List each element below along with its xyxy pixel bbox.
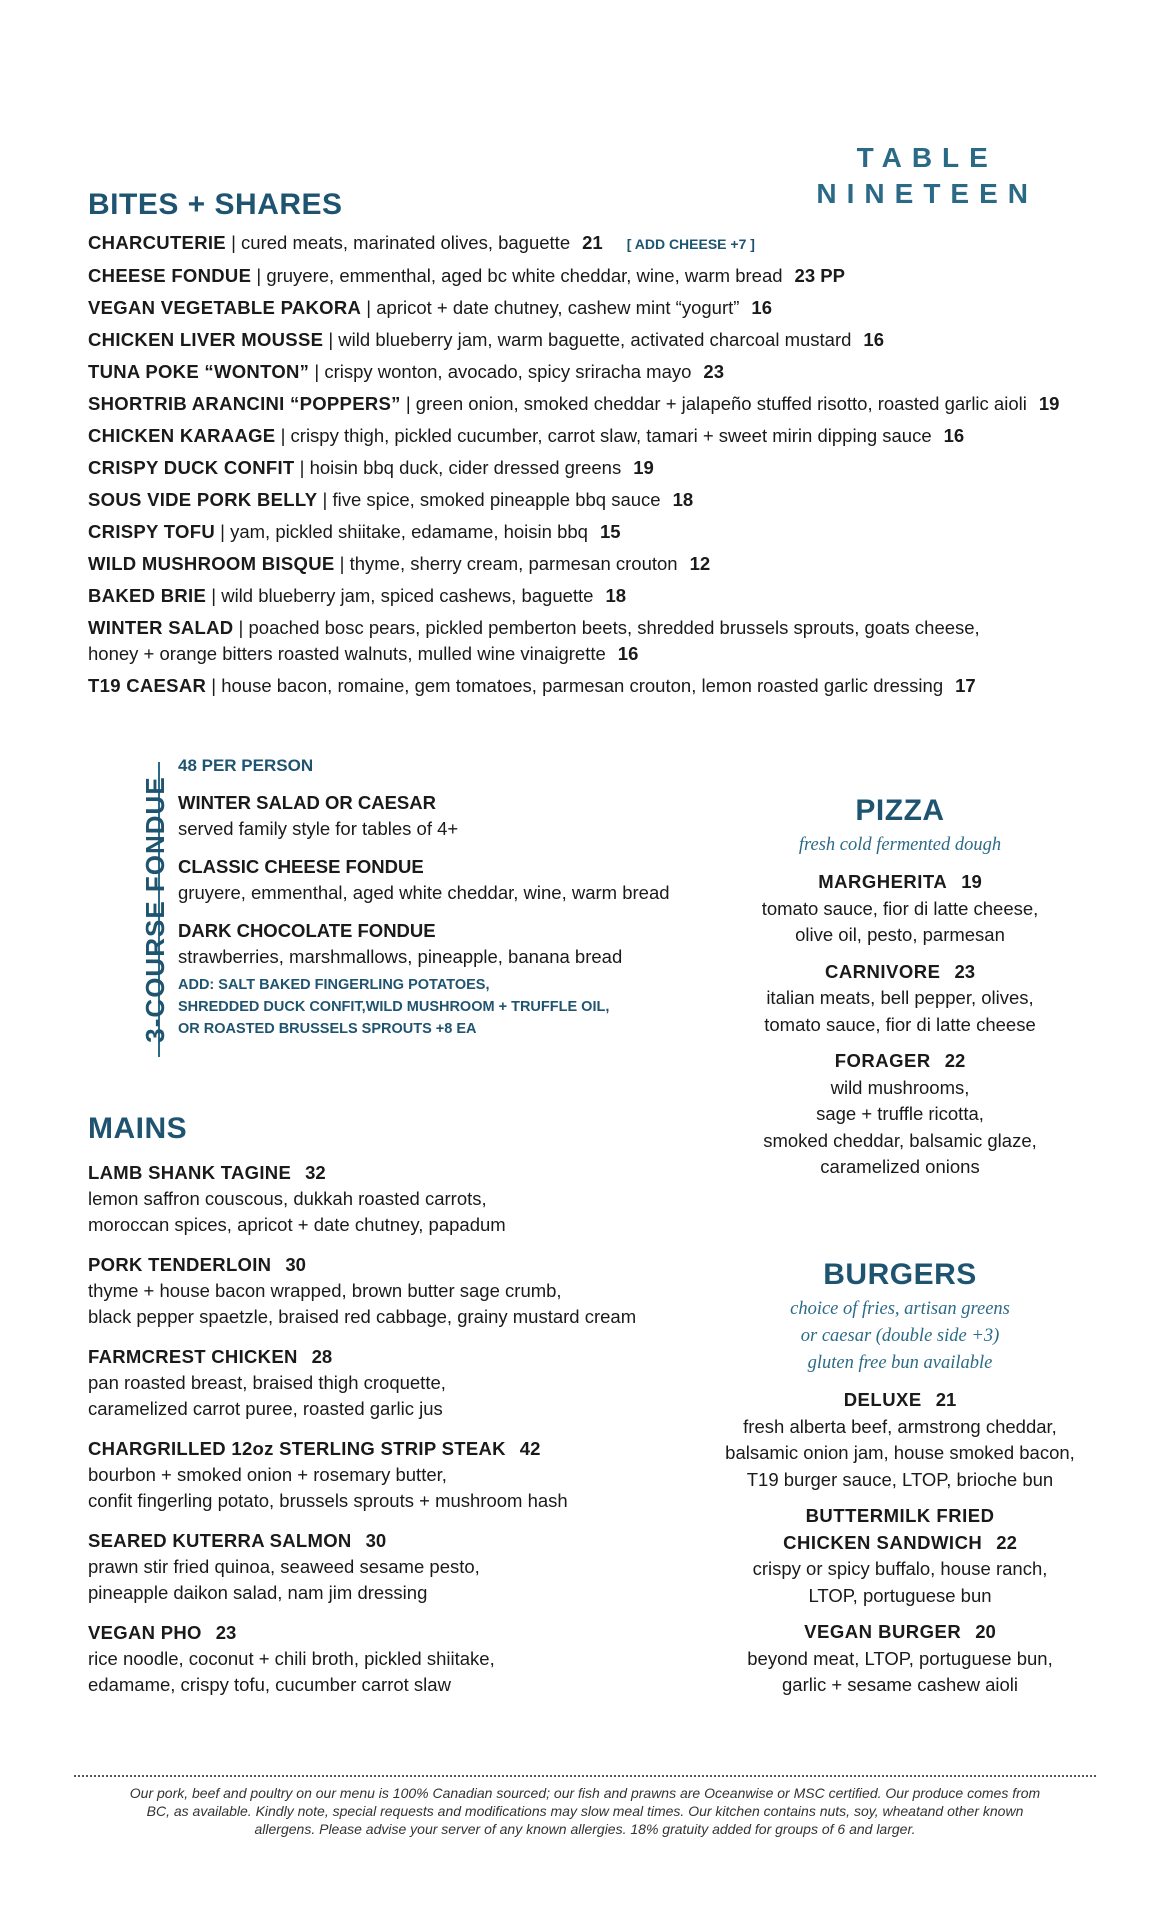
main-price: 23 <box>215 1622 237 1643</box>
bite-name: CHICKEN LIVER MOUSSE <box>88 329 324 350</box>
fondue-course-desc: strawberries, marshmallows, pineapple, banana bread <box>178 946 623 967</box>
bite-desc: | hoisin bbq duck, cider dressed greens <box>294 457 622 478</box>
bite-price: 16 <box>863 329 884 350</box>
main-item <box>88 1160 708 1238</box>
bite-price: 19 <box>1038 393 1060 414</box>
bite-item <box>88 423 1059 449</box>
footer-divider <box>74 1775 1096 1777</box>
bite-desc: | crispy wonton, avocado, spicy sriracha mayo <box>309 361 692 382</box>
bites-list <box>88 230 1059 699</box>
fondue-course-name: DARK CHOCOLATE FONDUE <box>178 920 436 941</box>
main-item <box>88 1252 708 1330</box>
bite-price: 19 <box>633 457 654 478</box>
bite-item <box>88 551 1059 577</box>
bite-price: 18 <box>672 489 694 510</box>
burger-item <box>720 1619 1080 1699</box>
mains-title: MAINS <box>88 1112 188 1145</box>
burgers-subtitle-line: gluten free bun available <box>807 1353 993 1373</box>
main-name: VEGAN PHO <box>88 1622 202 1643</box>
bite-item <box>88 359 1059 385</box>
bite-name: TUNA POKE “WONTON” <box>88 361 310 382</box>
pizza-item <box>720 1048 1080 1181</box>
burger-desc-line: LTOP, portuguese bun <box>808 1584 992 1606</box>
main-desc-line: confit fingerling potato, brussels sprouts + mushroom hash <box>88 1490 568 1511</box>
mains-section <box>88 1112 708 1698</box>
bite-price: 18 <box>605 585 627 606</box>
fondue-section <box>178 756 738 1040</box>
bite-name: VEGAN VEGETABLE PAKORA <box>88 297 362 318</box>
main-desc-line: caramelized carrot puree, roasted garlic jus <box>88 1398 443 1419</box>
pizza-title: PIZZA <box>855 794 945 827</box>
burger-item <box>720 1387 1080 1493</box>
bite-price: 12 <box>689 553 711 574</box>
main-price: 32 <box>305 1162 326 1183</box>
bite-item <box>88 295 1059 321</box>
main-price: 42 <box>519 1438 541 1459</box>
bite-desc: | gruyere, emmenthal, aged bc white cheddar, wine, warm bread <box>251 265 783 286</box>
fondue-course <box>178 918 738 970</box>
bite-name: CHARCUTERIE <box>88 232 226 253</box>
main-desc-line: lemon saffron couscous, dukkah roasted carrots, <box>88 1188 487 1209</box>
bite-price: 15 <box>599 521 621 542</box>
bite-item <box>88 263 1059 289</box>
main-item <box>88 1528 708 1606</box>
bite-price: 23 PP <box>794 265 845 286</box>
pizza-subtitle: fresh cold fermented dough <box>798 835 1002 855</box>
main-desc-line: black pepper spaetzle, braised red cabbage, grainy mustard cream <box>88 1306 637 1327</box>
bite-desc: | crispy thigh, pickled cucumber, carrot slaw, tamari + sweet mirin dipping sauce <box>275 425 932 446</box>
pizza-desc-line: wild mushrooms, <box>830 1076 970 1098</box>
main-price: 30 <box>285 1254 306 1275</box>
bite-item <box>88 327 1059 353</box>
burger-name: BUTTERMILK FRIED <box>805 1505 995 1526</box>
pizza-name: FORAGER <box>834 1050 931 1071</box>
bite-name: CRISPY TOFU <box>88 521 216 542</box>
burger-price: 20 <box>975 1621 996 1642</box>
fondue-vertical-title: 3-COURSE FONDUE <box>140 776 170 1043</box>
bite-desc: | five spice, smoked pineapple bbq sauce <box>317 489 661 510</box>
burger-desc-line: fresh alberta beef, armstrong cheddar, <box>743 1415 1057 1437</box>
bite-price: 16 <box>943 425 965 446</box>
bite-price: 23 <box>703 361 724 382</box>
bite-item <box>88 455 1059 481</box>
burgers-subtitle-line: or caesar (double side +3) <box>800 1326 1000 1346</box>
bite-desc: | green onion, smoked cheddar + jalapeño stuffed risotto, roasted garlic aioli <box>400 393 1027 414</box>
bite-desc: | cured meats, marinated olives, baguette <box>225 232 571 253</box>
pizza-desc-line: sage + truffle ricotta, <box>816 1103 984 1124</box>
bite-name: BAKED BRIE <box>88 585 207 606</box>
bite-price: 16 <box>751 297 772 318</box>
burger-desc-line: balsamic onion jam, house smoked bacon, <box>725 1442 1075 1463</box>
main-desc-line: edamame, crispy tofu, cucumber carrot slaw <box>88 1674 451 1695</box>
main-desc-line: bourbon + smoked onion + rosemary butter, <box>88 1464 447 1485</box>
bite-name: CRISPY DUCK CONFIT <box>88 457 295 478</box>
bite-item <box>88 230 1059 257</box>
footer-note <box>84 1784 1086 1838</box>
main-name: LAMB SHANK TAGINE <box>88 1162 292 1183</box>
footer-line: BC, as available. Kindly note, special requests and modifications may slow meal times. Our kitchen contains nuts, soy, wheatand other known <box>146 1803 1024 1819</box>
pizza-price: 22 <box>944 1050 966 1071</box>
main-price: 30 <box>365 1530 387 1551</box>
pizza-desc-line: tomato sauce, fior di latte cheese <box>764 1013 1036 1035</box>
bite-name: WILD MUSHROOM BISQUE <box>88 553 335 574</box>
burger-desc-line: crispy or spicy buffalo, house ranch, <box>752 1558 1048 1579</box>
fondue-rail <box>110 762 170 1057</box>
fondue-course-name: CLASSIC CHEESE FONDUE <box>178 856 424 877</box>
pizza-desc-line: caramelized onions <box>820 1156 980 1177</box>
pizza-name: CARNIVORE <box>824 960 941 982</box>
burger-price: 21 <box>935 1389 957 1410</box>
burger-price: 22 <box>996 1531 1017 1553</box>
burger-desc-line: beyond meat, LTOP, portuguese bun, <box>747 1647 1053 1669</box>
fondue-addon-line: OR ROASTED BRUSSELS SPROUTS +8 EA <box>178 1021 477 1037</box>
fondue-addon-line: SHREDDED DUCK CONFIT,WILD MUSHROOM + TRUFFLE OIL, <box>178 999 610 1015</box>
main-name: PORK TENDERLOIN <box>88 1254 272 1275</box>
pizza-price: 19 <box>961 871 982 892</box>
bite-item <box>88 519 1059 545</box>
bite-item <box>88 487 1059 513</box>
bite-desc: | yam, pickled shiitake, edamame, hoisin bbq <box>215 521 588 542</box>
pizza-desc-line: olive oil, pesto, parmesan <box>795 924 1005 945</box>
pizza-desc-line: smoked cheddar, balsamic glaze, <box>763 1129 1037 1151</box>
burgers-title: BURGERS <box>823 1258 977 1291</box>
fondue-course <box>178 854 738 906</box>
bites-title: BITES + SHARES <box>88 188 343 221</box>
main-desc-line: prawn stir fried quinoa, seaweed sesame pesto, <box>88 1556 480 1577</box>
burger-name: VEGAN BURGER <box>804 1621 962 1642</box>
bite-name: CHEESE FONDUE <box>88 265 252 286</box>
main-desc-line: pan roasted breast, braised thigh croquette, <box>88 1372 446 1393</box>
pizza-item <box>720 959 1080 1039</box>
pizza-price: 23 <box>954 960 976 982</box>
main-desc-line: thyme + house bacon wrapped, brown butter sage crumb, <box>88 1280 562 1301</box>
bite-desc: | wild blueberry jam, warm baguette, activated charcoal mustard <box>323 329 852 350</box>
burgers-section <box>720 1258 1080 1699</box>
main-desc-line: moroccan spices, apricot + date chutney, papadum <box>88 1214 506 1235</box>
bite-desc: | wild blueberry jam, spiced cashews, baguette <box>206 585 594 606</box>
burger-desc-line: garlic + sesame cashew aioli <box>782 1674 1018 1695</box>
main-price: 28 <box>311 1346 333 1367</box>
burger-name-line2: CHICKEN SANDWICH <box>783 1531 983 1553</box>
fondue-course-desc: gruyere, emmenthal, aged white cheddar, wine, warm bread <box>178 882 670 903</box>
main-name: CHARGRILLED 12oz STERLING STRIP STEAK <box>88 1438 506 1459</box>
footer-line: Our pork, beef and poultry on our menu is 100% Canadian sourced; our fish and prawns are Oceanwise or MSC certified. Our produce comes from <box>129 1785 1041 1801</box>
bite-desc: | thyme, sherry cream, parmesan crouton <box>334 553 678 574</box>
main-desc-line: rice noodle, coconut + chili broth, pickled shiitake, <box>88 1648 495 1669</box>
main-desc-line: pineapple daikon salad, nam jim dressing <box>88 1582 428 1603</box>
main-item <box>88 1436 708 1514</box>
main-item <box>88 1344 708 1422</box>
main-name: FARMCREST CHICKEN <box>88 1346 298 1367</box>
bite-item <box>88 615 1008 667</box>
bite-extra: [ ADD CHEESE +7 ] <box>626 236 755 252</box>
bite-name: SOUS VIDE PORK BELLY <box>88 489 318 510</box>
bites-section <box>88 188 1059 705</box>
brand-line-2: NINETEEN <box>816 178 1038 209</box>
bite-item <box>88 673 1059 699</box>
fondue-course-name: WINTER SALAD OR CAESAR <box>178 792 436 813</box>
fondue-addons <box>178 974 738 1040</box>
pizza-item <box>720 869 1080 949</box>
bite-desc: | poached bosc pears, pickled pemberton beets, shredded brussels sprouts, goats cheese, honey + orange bitters roasted walnuts, mulled wine vinaigrette <box>88 617 980 664</box>
bite-name: T19 CAESAR <box>88 675 207 696</box>
bite-name: WINTER SALAD <box>88 617 234 638</box>
bite-name: CHICKEN KARAAGE <box>88 425 276 446</box>
main-item <box>88 1620 708 1698</box>
pizza-section <box>720 794 1080 1181</box>
burger-item <box>720 1503 1080 1609</box>
bite-name: SHORTRIB ARANCINI “POPPERS” <box>88 393 401 414</box>
burger-desc-line: T19 burger sauce, LTOP, brioche bun <box>746 1468 1054 1490</box>
burger-name: DELUXE <box>843 1389 922 1410</box>
pizza-desc-line: tomato sauce, fior di latte cheese, <box>761 897 1039 919</box>
bite-price: 16 <box>617 643 639 664</box>
bite-desc: | apricot + date chutney, cashew mint “yogurt” <box>361 297 740 318</box>
bite-item <box>88 583 1059 609</box>
burgers-subtitle-line: choice of fries, artisan greens <box>790 1299 1010 1319</box>
bite-price: 21 <box>582 232 603 253</box>
pizza-desc-line: italian meats, bell pepper, olives, <box>766 987 1034 1008</box>
bite-item <box>88 391 1059 417</box>
fondue-course <box>178 790 738 842</box>
bite-desc: | house bacon, romaine, gem tomatoes, parmesan crouton, lemon roasted garlic dressing <box>206 675 944 696</box>
pizza-name: MARGHERITA <box>818 871 948 892</box>
brand-line-1: TABLE <box>856 142 998 173</box>
bite-price: 17 <box>955 675 976 696</box>
footer-line: allergens. Please advise your server of any known allergies. 18% gratuity added for groups of 6 and larger. <box>254 1821 916 1837</box>
burgers-subtitle <box>720 1296 1080 1377</box>
fondue-addon-line: ADD: SALT BAKED FINGERLING POTATOES, <box>178 977 490 993</box>
fondue-per-person: 48 PER PERSON <box>178 756 314 775</box>
fondue-course-desc: served family style for tables of 4+ <box>178 818 459 839</box>
main-name: SEARED KUTERRA SALMON <box>88 1530 352 1551</box>
